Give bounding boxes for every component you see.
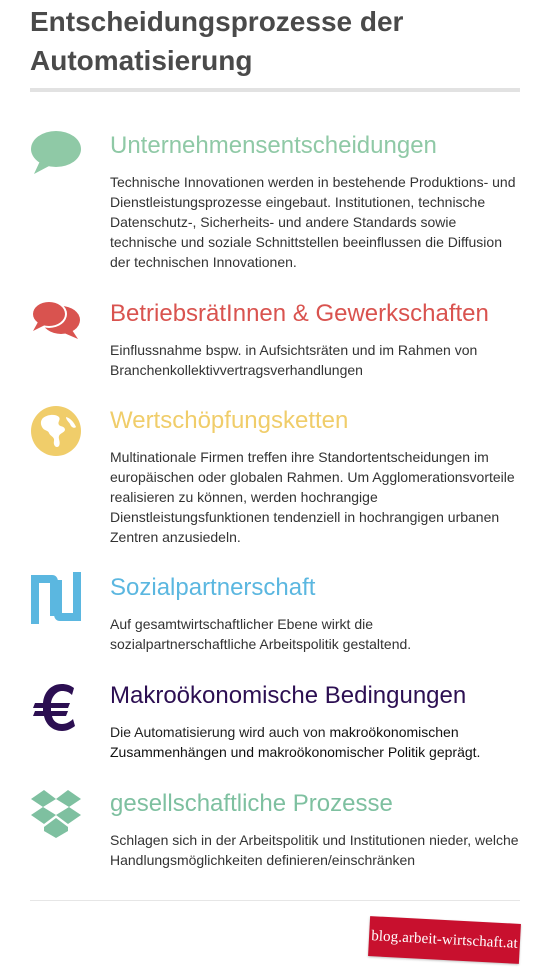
dropbox-icon [30,788,82,840]
section-body: Multinationale Firmen treffen ihre Standortentscheidungen im europäischen oder globalen Rahmen. Um Agglomerationsvorteile realisieren zu können, werden hochrangige Dienstleistungsfunktionen tendenziell in hochrangigen urbanen Zentren anzusiedeln. [110,449,515,545]
section-heading: Makroökonomische Bedingungen [110,682,467,709]
section-body: Einflussnahme bspw. in Aufsichtsräten und im Rahmen von Branchenkollektivvertragsverhandlungen [110,342,478,378]
chat-bubbles-icon [30,298,82,350]
section-sozialpartnerschaft [30,572,522,662]
speech-bubble-icon [30,130,82,182]
title-divider [30,88,520,92]
section-unternehmensentscheidungen [30,130,522,280]
footer-divider [30,900,520,901]
section-heading: Wertschöpfungsketten [110,407,349,434]
section-body: Schlagen sich in der Arbeitspolitik und Institutionen nieder, welche Handlungsmöglichkeiten definieren/einschränken [110,832,519,868]
section-heading: BetriebsrätInnen & Gewerkschaften [110,300,489,327]
brand-badge-label: blog.arbeit-wirtschaft.at [370,927,519,952]
section-gesellschaftliche-prozesse [30,788,522,878]
section-heading: Sozialpartnerschaft [110,574,316,601]
section-body-emphasis: makroökonomischen Zusammenhängen und makroökonomischer Politik geprägt. [110,724,481,760]
section-betriebsraete-gewerkschaften [30,298,522,388]
brand-badge-link[interactable] [368,916,521,964]
sozialpartner-logo-icon [30,572,82,624]
page-title: Entscheidungsprozesse der Automatisierung [30,6,404,76]
section-wertschoepfungsketten [30,405,522,555]
euro-icon [30,680,82,732]
section-heading: Unternehmensentscheidungen [110,132,437,159]
section-body: Auf gesamtwirtschaftlicher Ebene wirkt die sozialpartnerschaftliche Arbeitspolitik gestaltend. [110,616,412,652]
section-makrooekonomische-bedingungen [30,680,522,770]
section-body: Technische Innovationen werden in bestehende Produktions- und Dienstleistungsprozesse eingebaut. Institutionen, technische Datenschutz-, Sicherheits- und andere Standards sowie technische und soziale Schnittstellen beeinflussen die Diffusion der technischen Innovationen. [110,174,516,270]
globe-americas-icon [30,405,82,457]
section-heading: gesellschaftliche Prozesse [110,790,393,817]
section-body-prefix: Die Automatisierung wird auch von [110,724,330,740]
section-body [110,722,522,762]
